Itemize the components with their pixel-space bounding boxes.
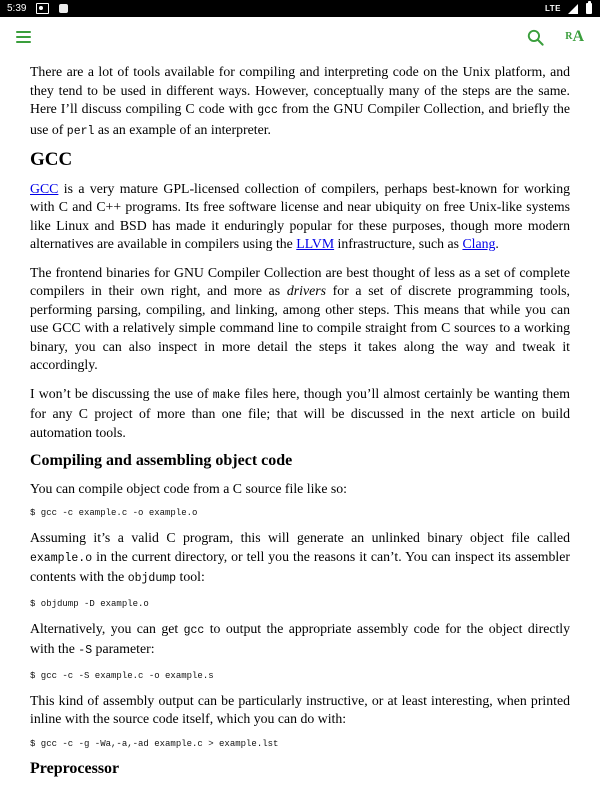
body-text: is a very mature GPL-licensed collection of compilers, perhaps best-known for working with C and C++ programs. Its free software license and near ubiquity on free Unix-like systems like Linux and BSD has made it enduringly popular for these purposes, though more modern alternatives are available in compilers using the xyxy=(30,180,570,251)
body-text: to output the appropriate assembly code for the object directly with the xyxy=(30,620,571,656)
body-text: There are a lot of tools available for compiling and interpreting code on the Unix platform, and they tend to be used in different ways. However, conceptually many of the steps are the same. Here I’ll discuss compiling C code with xyxy=(30,64,570,116)
text-format-icon[interactable] xyxy=(565,29,584,45)
heading-compiling-assembling: Compiling and assembling object code xyxy=(30,452,293,469)
menu-icon[interactable] xyxy=(16,31,31,43)
paragraph-intro xyxy=(30,63,570,141)
paragraph-inline-listing: This kind of assembly output can be particularly instructive, or at least interesting, when printed inline with the source code itself, which you can do with: xyxy=(30,692,570,726)
body-text: I won’t be discussing the use of xyxy=(30,385,213,401)
paragraph-make-note xyxy=(30,385,570,443)
body-text: The frontend binaries for GNU Compiler Collection are best thought of less as a set of complete compilers in their own right, and more as xyxy=(30,264,570,298)
inline-code-perl: perl xyxy=(66,124,95,138)
code-block-objdump: $ objdump -D example.o xyxy=(30,598,149,609)
magnifier-glyph xyxy=(526,28,545,47)
paragraph-assembly-output xyxy=(30,620,570,661)
body-text: files here, though you’ll almost certainly be wanting them for any C project of more than one file; that will be discussed in the next article on build automation tools. xyxy=(30,385,570,440)
status-bar xyxy=(0,0,600,17)
status-bar-right xyxy=(545,3,593,14)
battery-icon xyxy=(586,3,592,14)
heading-preprocessor: Preprocessor xyxy=(30,759,120,777)
status-bar-left xyxy=(7,3,68,14)
code-block-listing: $ gcc -c -g -Wa,-a,-ad example.c > example.lst xyxy=(30,738,279,749)
app-toolbar xyxy=(0,17,600,57)
text-format-large-letter: A xyxy=(572,28,584,45)
body-text: from the GNU Compiler Collection, and briefly the use of xyxy=(30,101,570,137)
paragraph-gcc-overview xyxy=(30,180,570,254)
body-text: infrastructure, such as xyxy=(334,236,463,251)
code-block-compile: $ gcc -c example.c -o example.o xyxy=(30,508,198,518)
inline-code-s-flag: -S xyxy=(78,644,93,657)
paragraph-frontend-binaries xyxy=(30,264,570,375)
hamburger-bars xyxy=(16,31,31,43)
text-format-small-letter: R xyxy=(565,31,573,42)
body-text: tool: xyxy=(176,569,205,584)
article-content xyxy=(0,57,600,778)
link-llvm[interactable]: LLVM xyxy=(296,236,335,251)
inline-code-gcc2: gcc xyxy=(183,623,205,637)
inline-code-gcc: gcc xyxy=(257,104,278,117)
body-text: in the current directory, or tell you the reasons it can’t. You can inspect its assembler contents with the xyxy=(30,548,570,584)
clock: 5:39 xyxy=(7,3,27,14)
code-block-assembly: $ gcc -c -S example.c -o example.s xyxy=(30,670,214,681)
app-notification-icon xyxy=(59,4,68,13)
body-text: parameter: xyxy=(92,641,155,656)
link-clang[interactable]: Clang xyxy=(462,236,496,251)
link-gcc[interactable]: GCC xyxy=(30,180,59,196)
toolbar-actions xyxy=(526,28,584,47)
paragraph-objdump xyxy=(30,529,570,589)
inline-code-example-o: example.o xyxy=(30,551,93,565)
body-text: for a set of discrete programming tools, performing parsing, compiling, and linking, among other steps. This means that while you can use GCC with a relatively simple command line to compile straight from C sources to a working binary, you can also inspect in more detail the steps it takes along the way and tweak it accordingly. xyxy=(30,283,570,372)
inline-code-objdump: objdump xyxy=(127,572,177,585)
body-text: Alternatively, you can get xyxy=(30,620,184,636)
screenshot-notification-icon xyxy=(36,3,49,14)
signal-strength-icon xyxy=(568,4,578,14)
body-text: Assuming it’s a valid C program, this will generate an unlinked binary object file called xyxy=(30,530,570,545)
network-type-label: LTE xyxy=(544,4,561,13)
body-text: . xyxy=(495,236,499,251)
search-icon[interactable] xyxy=(526,28,545,47)
body-text: as an example of an interpreter. xyxy=(94,121,272,137)
emphasis-drivers: drivers xyxy=(286,283,326,298)
heading-gcc: GCC xyxy=(30,149,73,170)
paragraph-compile-intro: You can compile object code from a C source file like so: xyxy=(30,480,347,496)
inline-code-make: make xyxy=(212,388,241,402)
